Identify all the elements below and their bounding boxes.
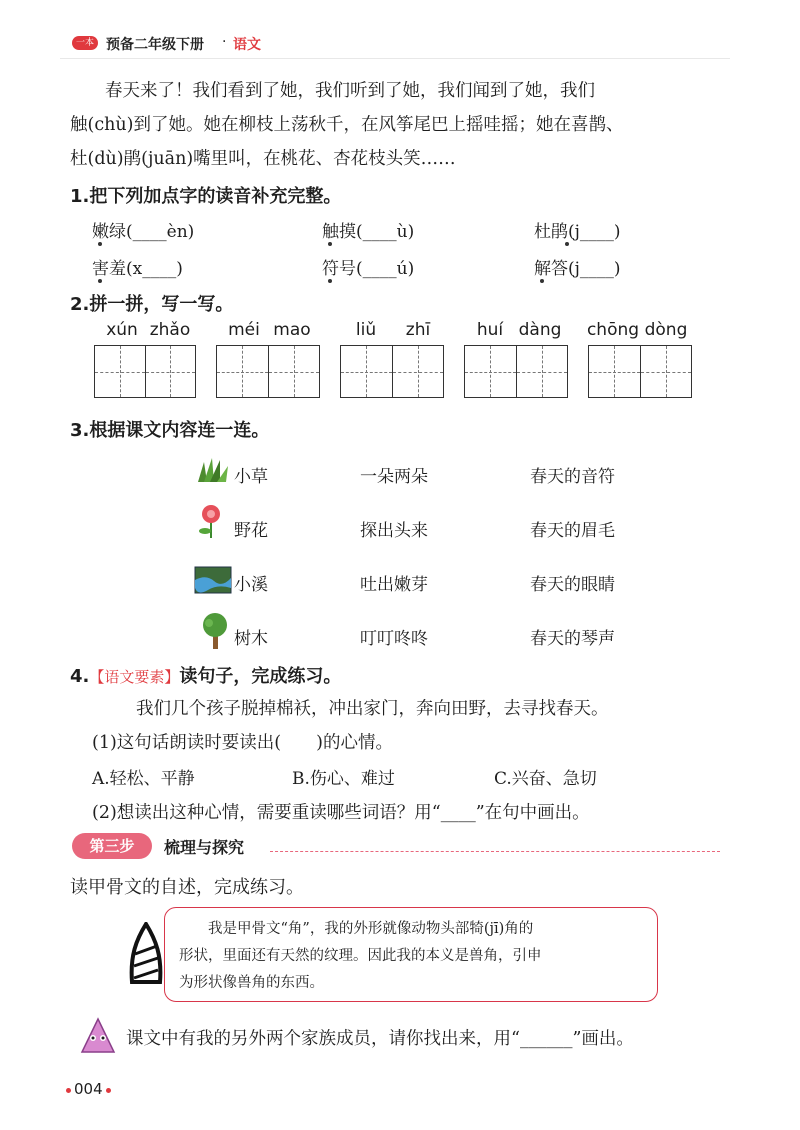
oracle-intro: 读甲骨文的自述，完成练习。 — [70, 877, 304, 898]
tree-icon — [198, 612, 232, 650]
pinyin-item: 杜鹃(j____) — [534, 222, 621, 242]
pinyin-label: zhǎo — [149, 320, 191, 340]
pinyin-label: dòng — [644, 320, 688, 340]
match-subject[interactable]: 小草 — [234, 467, 268, 487]
pinyin-label: mao — [273, 320, 311, 340]
oracle-callout — [164, 907, 658, 1002]
passage-line-1: 春天来了！我们看到了她，我们听到了她，我们闻到了她，我们 — [70, 81, 595, 101]
callout-line: 形状，里面还有天然的纹理。因此我的本义是兽角，引申 — [179, 948, 542, 964]
emphasis-dot — [328, 242, 332, 246]
match-metaphor[interactable]: 春天的琴声 — [530, 629, 615, 649]
brand-logo: 一本 — [72, 36, 98, 50]
step-title: 梳理与探究 — [164, 838, 245, 857]
q4-sub-question-1: (1)这句话朗读时要读出( )的心情。 — [92, 733, 393, 753]
writing-grid[interactable] — [340, 345, 444, 398]
flower-icon — [196, 504, 226, 540]
match-metaphor[interactable]: 春天的眉毛 — [530, 521, 615, 541]
oracle-bone-character-icon — [126, 922, 166, 986]
match-subject[interactable]: 小溪 — [234, 575, 268, 595]
match-action[interactable]: 一朵两朵 — [360, 467, 428, 487]
question-1-title: 1.把下列加点字的读音补充完整。 — [70, 186, 342, 207]
pinyin-item: 符号(____ú) — [322, 259, 415, 279]
match-action[interactable]: 吐出嫩芽 — [360, 575, 428, 595]
question-text: 读句子，完成练习。 — [179, 666, 342, 687]
q4-sub-question-2: (2)想读出这种心情，需要重读哪些词语？用“____”在句中画出。 — [92, 803, 590, 823]
writing-grid[interactable] — [216, 345, 320, 398]
pinyin-label: liǔ — [355, 320, 377, 340]
emphasis-dot — [328, 279, 332, 283]
pinyin-item: 解答(j____) — [534, 259, 621, 279]
option-c[interactable]: C.兴奋、急切 — [494, 769, 597, 789]
passage-line-3: 杜(dù)鹃(juān)嘴里叫，在桃花、杏花枝头笑…… — [70, 149, 456, 169]
pinyin-item: 触摸(____ù) — [322, 222, 415, 242]
question-4-title — [70, 662, 341, 688]
question-number: 4. — [70, 666, 90, 687]
pinyin-item: 嫩绿(____èn) — [92, 222, 195, 242]
writing-grid[interactable] — [588, 345, 692, 398]
header-separator: · — [222, 34, 227, 50]
option-a[interactable]: A.轻松、平静 — [92, 769, 195, 789]
match-subject[interactable]: 野花 — [234, 521, 268, 541]
callout-line: 为形状像兽角的东西。 — [179, 975, 324, 991]
emphasis-dot — [98, 242, 102, 246]
match-metaphor[interactable]: 春天的音符 — [530, 467, 615, 487]
grass-icon — [196, 456, 230, 484]
pinyin-label: méi — [228, 320, 260, 340]
match-subject[interactable]: 树木 — [234, 629, 268, 649]
callout-line: 我是甲骨文“角”，我的外形就像动物头部犄(jī)角的 — [179, 921, 534, 937]
header-divider — [60, 58, 730, 59]
step-badge: 第三步 — [72, 833, 152, 859]
match-action[interactable]: 叮叮咚咚 — [360, 629, 428, 649]
subject-label: 语文 — [233, 37, 261, 53]
writing-grid[interactable] — [464, 345, 568, 398]
footer-dot — [66, 1088, 71, 1093]
question-2-title: 2.拼一拼，写一写。 — [70, 294, 234, 315]
emphasis-dot — [540, 279, 544, 283]
element-tag: 【语文要素】 — [89, 668, 180, 686]
emphasis-dot — [98, 279, 102, 283]
passage-line-2: 触(chù)到了她。她在柳枝上荡秋千，在风筝尾巴上摇哇摇；她在喜鹊、 — [70, 115, 624, 135]
question-3-title: 3.根据课文内容连一连。 — [70, 420, 270, 441]
pinyin-label: huí — [476, 320, 504, 340]
pinyin-label: zhī — [405, 320, 431, 340]
book-title: 预备二年级下册 — [106, 37, 204, 53]
pinyin-label: dàng — [518, 320, 562, 340]
q4-sentence: 我们几个孩子脱掉棉袄，冲出家门，奔向田野，去寻找春天。 — [136, 699, 609, 719]
match-action[interactable]: 探出头来 — [360, 521, 428, 541]
mascot-icon — [78, 1016, 118, 1056]
oracle-task: 课文中有我的另外两个家族成员，请你找出来，用“______”画出。 — [126, 1029, 634, 1049]
pinyin-item: 害羞(x____) — [92, 259, 183, 279]
pinyin-label: chōng — [586, 320, 640, 340]
emphasis-dot — [565, 242, 569, 246]
option-b[interactable]: B.伤心、难过 — [292, 769, 395, 789]
match-metaphor[interactable]: 春天的眼睛 — [530, 575, 615, 595]
stream-icon — [194, 566, 232, 594]
page-number: 004 — [74, 1080, 103, 1098]
step-divider — [270, 851, 720, 852]
footer-dot — [106, 1088, 111, 1093]
pinyin-label: xún — [106, 320, 138, 340]
writing-grid[interactable] — [94, 345, 196, 398]
